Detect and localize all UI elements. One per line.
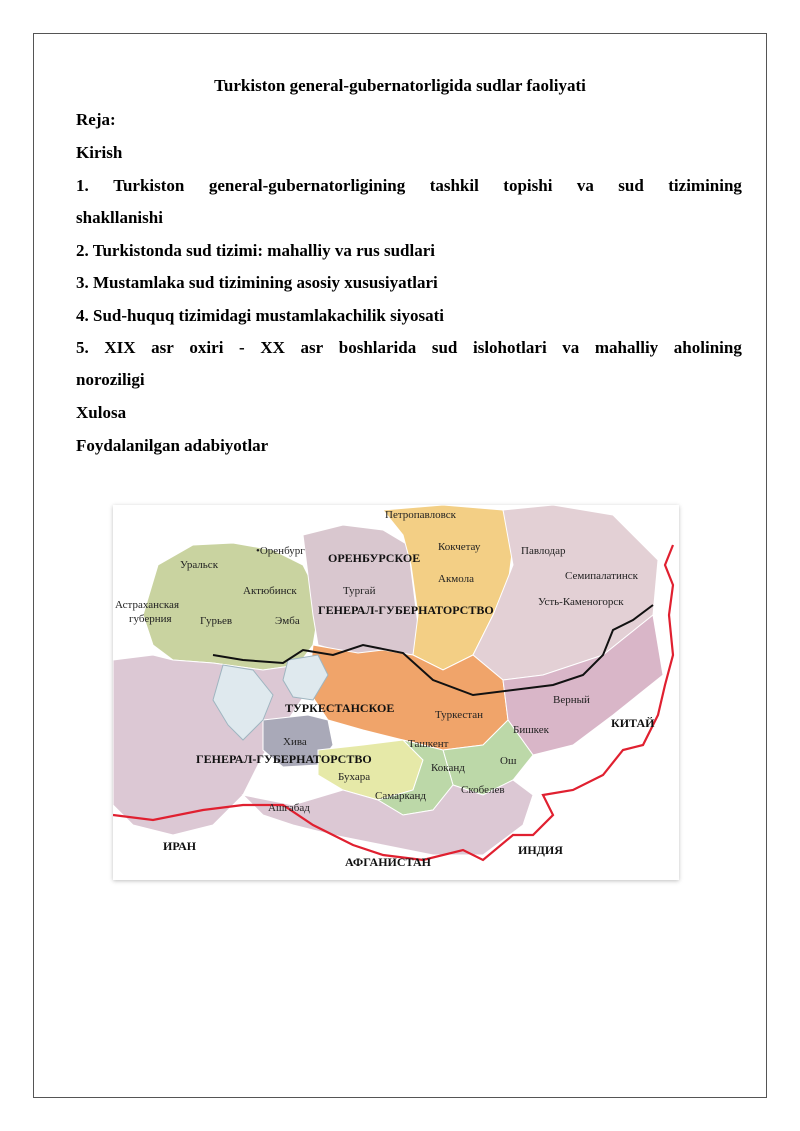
word: topishi (503, 176, 553, 195)
label-pavlodar: Павлодар (521, 545, 566, 557)
word: islohotlari (473, 338, 547, 357)
intro-item: Kirish (76, 143, 123, 162)
plan-item-1 (76, 176, 742, 196)
word: - (239, 338, 245, 357)
plan-item-4: 4. Sud-huquq tizimidagi mustamlakachilik siyosati (76, 306, 444, 325)
word: aholining (673, 338, 742, 357)
plan-item-3: 3. Mustamlaka sud tizimining asosiy xususiyatlari (76, 273, 438, 292)
label-semipalatinsk: Семипалатинск (565, 570, 638, 582)
word: XX (260, 338, 285, 357)
word: Turkiston (113, 176, 185, 195)
label-turkestan: Туркестан (435, 709, 483, 721)
plan-item-5 (76, 338, 742, 358)
word: asr (300, 338, 324, 357)
label-astrakhan-1: Астраханская (115, 599, 180, 611)
references-item: Foydalanilgan adabiyotlar (76, 436, 269, 455)
label-skobelev: Скобелев (461, 784, 505, 796)
label-akmola: Акмола (438, 573, 474, 585)
label-bukhara: Бухара (338, 771, 371, 783)
word: general-gubernatorligining (208, 176, 406, 195)
label-turgai: Тургай (343, 585, 376, 597)
label-khiva: Хива (283, 736, 307, 748)
label-iran: ИРАН (163, 839, 197, 853)
label-bishkek: Бишкек (513, 724, 549, 736)
label-afghanistan: АФГАНИСТАН (345, 855, 431, 869)
word: boshlarida (338, 338, 417, 357)
label-samarkand: Самарканд (375, 790, 427, 802)
label-india: ИНДИЯ (518, 843, 563, 857)
word: 1. (76, 176, 89, 195)
label-astrakhan-2: губерния (129, 613, 172, 625)
plan-item-1-continued: shakllanishi (76, 208, 163, 227)
conclusion-item: Xulosa (76, 403, 127, 422)
label-aktyubinsk: Актюбинск (243, 585, 297, 597)
label-tashkent: Ташкент (408, 738, 449, 750)
label-petropavlovsk: Петропавловск (385, 509, 456, 521)
label-orenburg-region: ОРЕНБУРСКОЕ (328, 551, 421, 565)
label-gg-south: ГЕНЕРАЛ-ГУБЕРНАТОРСТВО (196, 752, 372, 766)
plan-item-2: 2. Turkistonda sud tizimi: mahalliy va rus sudlari (76, 241, 435, 260)
word: oxiri (189, 338, 224, 357)
label-orenburg: •Оренбург (256, 545, 305, 557)
word: XIX (104, 338, 136, 357)
label-osh: Ош (500, 755, 517, 767)
word: va (576, 176, 594, 195)
label-emba: Эмба (275, 615, 300, 627)
label-kokand: Коканд (431, 762, 465, 774)
label-ust-kamenogorsk: Усть-Каменогорск (538, 596, 624, 608)
turkestan-map (113, 505, 679, 880)
word: asr (151, 338, 174, 357)
label-china: КИТАЙ (611, 716, 655, 730)
word: tizimining (668, 176, 742, 195)
plan-item-5-continued: noroziligi (76, 370, 145, 389)
plan-heading: Reja: (76, 110, 116, 129)
word: 5. (76, 338, 89, 357)
word: tashkil (429, 176, 479, 195)
label-kokchetav: Кокчетау (438, 541, 481, 553)
document-title: Turkiston general-gubernatorligida sudlar faoliyati (214, 76, 586, 95)
label-verny: Верный (553, 694, 590, 706)
label-guryev: Гурьев (200, 615, 233, 627)
word: va (562, 338, 580, 357)
label-uralsk: Уральск (180, 559, 219, 571)
word: sud (431, 338, 458, 357)
word: sud (618, 176, 644, 195)
word: mahalliy (594, 338, 659, 357)
label-gg-north: ГЕНЕРАЛ-ГУБЕРНАТОРСТВО (318, 603, 494, 617)
label-ashgabad: Ашгабад (268, 802, 310, 814)
label-turkestan-region: ТУРКЕСТАНСКОЕ (285, 701, 395, 715)
